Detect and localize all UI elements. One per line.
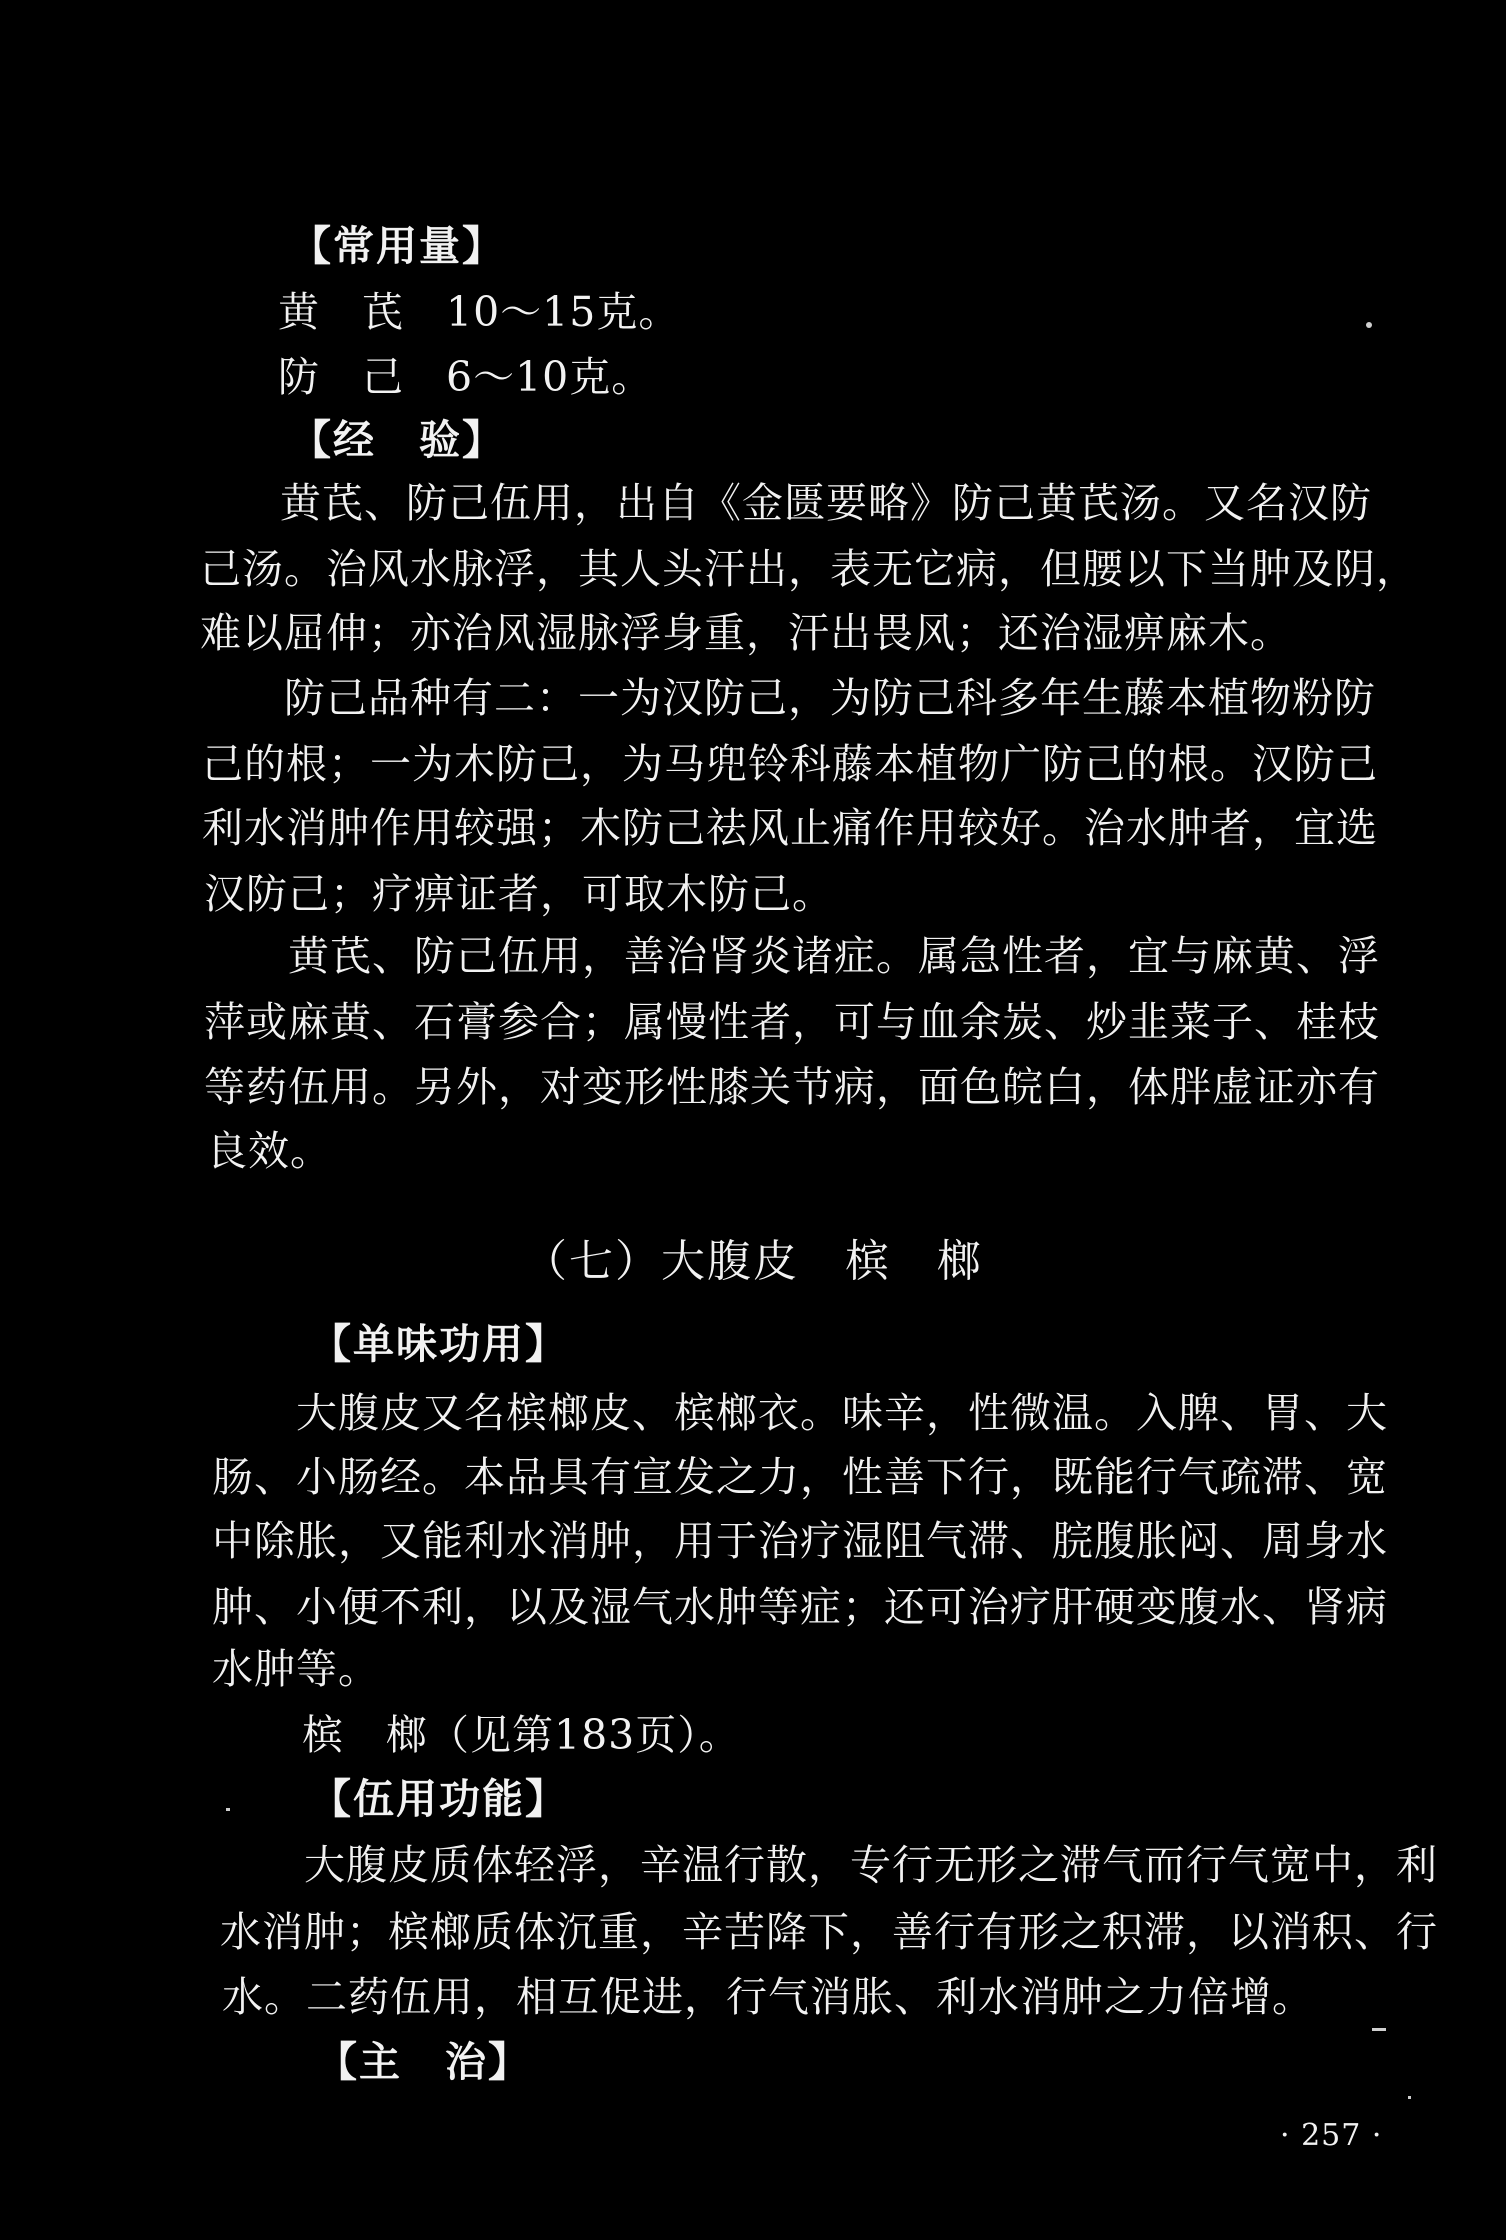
page-number: · 257 · (1280, 2118, 1383, 2153)
scan-speck (1372, 2028, 1386, 2031)
single-function-line: 肿、小便不利，以及湿气水肿等症；还可治疗肝硬变腹水、肾病 (212, 1583, 1388, 1631)
single-function-line: 肠、小肠经。本品具有宣发之力，性善下行，既能行气疏滞、宽 (212, 1453, 1388, 1501)
experience-heading: 【经 验】 (290, 416, 505, 464)
main-treatment-heading: 【主 治】 (316, 2038, 531, 2086)
combination-line: 水消肿；槟榔质体沉重，辛苦降下，善行有形之积滞，以消积、行 (220, 1908, 1438, 1956)
combination-line: 水。二药伍用，相互促进，行气消胀、利水消肿之力倍增。 (222, 1973, 1314, 2021)
experience-line: 己的根；一为木防己，为马兜铃科藤本植物广防己的根。汉防己 (202, 740, 1378, 788)
combination-heading: 【伍用功能】 (310, 1775, 568, 1823)
scan-speck (1408, 2096, 1411, 2099)
scan-speck (226, 1808, 230, 1811)
experience-line: 利水消肿作用较强；木防己祛风止痛作用较好。治水肿者，宜选 (202, 804, 1378, 852)
experience-line: 等药伍用。另外，对变形性膝关节病，面色皖白，体胖虚证亦有 (204, 1063, 1380, 1111)
experience-line: 良效。 (206, 1127, 332, 1175)
dosage-line-fangji: 防 己 6～10克。 (278, 353, 654, 401)
single-function-line: 大腹皮又名槟榔皮、槟榔衣。味辛，性微温。入脾、胃、大 (296, 1389, 1388, 1437)
combination-line: 大腹皮质体轻浮，辛温行散，专行无形之滞气而行气宽中，利 (304, 1841, 1438, 1889)
experience-line: 难以屈伸；亦治风湿脉浮身重，汗出畏风；还治湿痹麻木。 (200, 609, 1292, 657)
single-function-line: 中除胀，又能利水消肿，用于治疗湿阻气滞、脘腹胀闷、周身水 (212, 1517, 1388, 1565)
experience-line: 防己品种有二：一为汉防己，为防己科多年生藤本植物粉防 (284, 674, 1376, 722)
scan-speck (1366, 322, 1372, 328)
experience-line: 己汤。治风水脉浮，其人头汗出，表无它病，但腰以下当肿及阴， (200, 545, 1418, 593)
single-function-line: 水肿等。 (212, 1645, 380, 1693)
dosage-heading: 【常用量】 (290, 222, 505, 270)
dosage-line-huangqi: 黄 芪 10～15克。 (278, 288, 681, 336)
experience-line: 黄芪、防己伍用，出自《金匮要略》防己黄芪汤。又名汉防 (280, 479, 1372, 527)
single-function-heading: 【单味功用】 (310, 1320, 568, 1368)
experience-line: 汉防己；疗痹证者，可取木防己。 (204, 870, 834, 918)
experience-line: 萍或麻黄、石膏参合；属慢性者，可与血余炭、炒韭菜子、桂枝 (204, 998, 1380, 1046)
single-function-line-binglang: 槟 榔（见第183页）。 (302, 1711, 741, 1759)
section-title: （七）大腹皮 槟 榔 (523, 1236, 983, 1287)
experience-line: 黄芪、防己伍用，善治肾炎诸症。属急性者，宜与麻黄、浮 (288, 932, 1380, 980)
